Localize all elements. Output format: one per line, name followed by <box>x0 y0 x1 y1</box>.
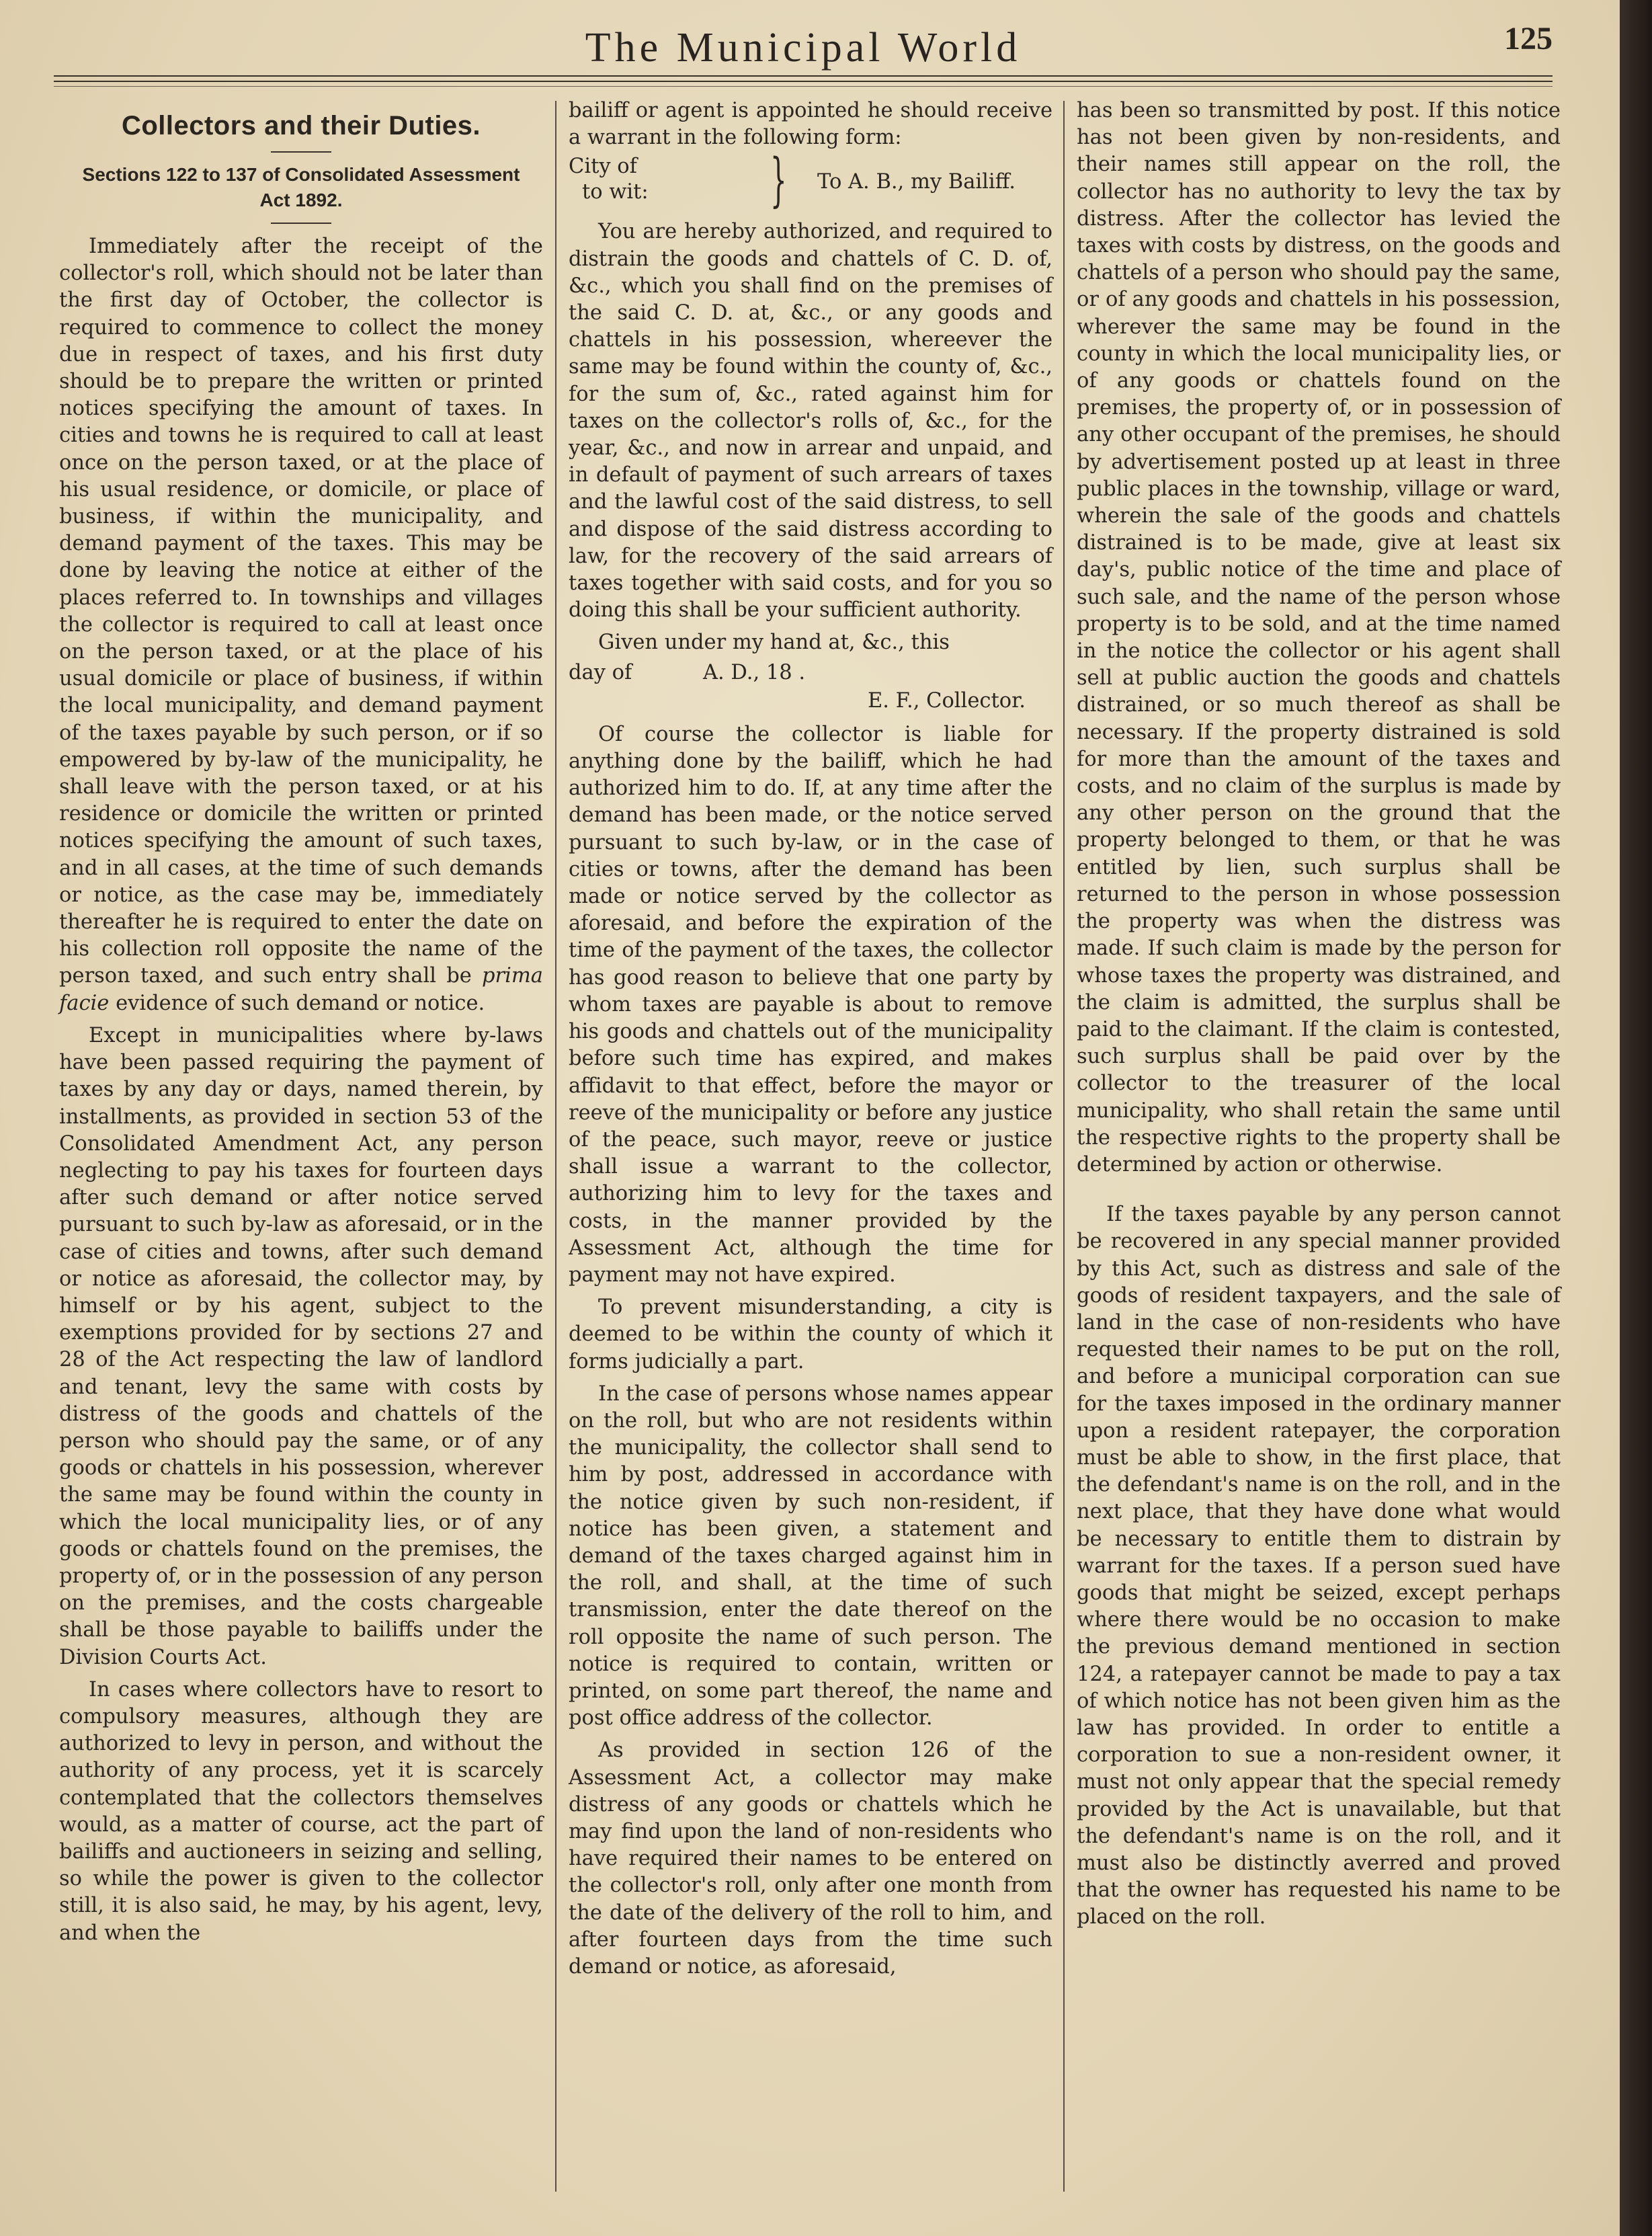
article-title: Collectors and their Duties. <box>121 111 481 141</box>
paragraph: To prevent misunderstanding, a city is deemed to be within the county of which it forms judicially a part. <box>569 1295 1052 1373</box>
article-subtitle: Sections 122 to 137 of Consolidated Assessment Act 1892. <box>82 164 520 210</box>
paragraph-spacer <box>1077 1179 1561 1201</box>
paragraph: You are hereby authorized, and required to distrain the goods and chattels of C. D. of, &c., which you shall find on the premises of the said C. D. at, &c., or any goods and chattels in his possession, whereever the same may be found within the county of, &c., for the sum of, &c., rated against him for taxes on the collector's rolls of, &c., for the year, &c., and now in arrear and unpaid, and in default of payment of such arrears of taxes and the lawful cost of the said distress, to sell and dispose of the said distress according to law, for the recovery of the said arrears of taxes together with said costs, and for you so doing this shall be your sufficient authority. <box>569 220 1052 623</box>
form-left <box>569 154 649 205</box>
warrant-signature: E. F., Collector. <box>867 688 1026 713</box>
form-city: City of <box>569 155 637 179</box>
warrant-form-heading <box>569 147 1052 214</box>
paragraph: In the case of persons whose names appear on the roll, but who are not residents within the municipality, the collector shall send to him by post, addressed in accordance with the notice given by such non-resident, if notice has been given, a statement and demand of the taxes charged against him in the roll, and shall, at the time of such transmission, enter the date thereof on the roll opposite the name of such person. The notice is required to contain, written or printed, on some part thereof, the name and post office address of the collector. <box>569 1382 1052 1730</box>
page-number: 125 <box>1504 21 1553 56</box>
column-divider <box>555 101 556 2192</box>
brace-glyph: } <box>770 147 787 214</box>
masthead: The Municipal World <box>585 25 1022 71</box>
page-header <box>54 20 1553 74</box>
dateline-year: A. D., 18 . <box>703 660 806 684</box>
paragraph: In cases where collectors have to resort to compulsory measures, although they are authorized to levy in person, and without the authority of any process, yet it is scarcely contemplated that the collectors themselves would, as a matter of course, act the part of bailiffs and auctioneers in seizing and selling, so while the power is given to the collector still, it is also said, he may, by his agent, levy, and when the <box>59 1677 543 1945</box>
form-addressee: To A. B., my Bailiff. <box>817 170 1016 194</box>
column-3 <box>1077 97 1561 1931</box>
paragraph: As provided in section 126 of the Assessment Act, a collector may make distress of any goods or chattels which he may find upon the land of non-residents who have required their names to be entered on the collector's roll, only after one month from the date of the delivery of the roll to him, and after fourteen days from the time such demand or notice, as aforesaid, <box>569 1739 1052 1979</box>
paragraph: If the taxes payable by any person cannot be recovered in any special manner provided by this Act, such as distress and sale of the goods of resident taxpayers, and the sale of land in the case of non-residents who have requested their names to be put on the roll, and before a municipal corporation can sue for the taxes imposed in the ordinary manner upon a resident ratepayer, the corporation must be able to show, in the first place, that the defendant's name is on the roll, and in the next place, that they have done what would be necessary to entitle them to distrain by warrant for the taxes. If a person sued have goods that might be seized, except perhaps where there would be no occasion to make the previous demand mentioned in section 124, a ratepayer cannot be made to pay a tax of which notice has not been given him as the law has provided. In order to entitle a corporation to sue a non-resident owner, it must not only appear that the special remedy provided by the Act is unavailable, but that the defendant's name is on the roll, and it must also be distinctly averred and proved that the owner has requested his name to be placed on the roll. <box>1077 1203 1561 1929</box>
paragraph: Of course the collector is liable for anything done by the bailiff, which he had authorized him to do. If, at any time after the demand has been made, or the notice served pursuant to such by-law, or in the case of cities or towns, after the demand has been made or notice served by the collector as aforesaid, and before the expiration of the time of the payment of the taxes, the collector has good reason to believe that one party by whom taxes are payable is about to remove his goods and chattels out of the municipality before such time has expired, and makes affidavit to that effect, before the mayor or reeve of the municipality or before any justice of the peace, such mayor, reeve or justice shall issue a warrant to the collector, authorizing him to levy for the taxes and costs, in the manner provided by the Assessment Act, although the time for payment may not have expired. <box>569 722 1052 1287</box>
paragraph-text: evidence of such demand or notice. <box>116 991 485 1015</box>
page-edge-shadow <box>1620 0 1652 2236</box>
paragraph: Except in municipalities where by-laws have been passed requiring the payment of taxes by any day or days, named therein, by installments, as provided in section 53 of the Consolidated Amendment Act, any person neglecting to pay his taxes for fourteen days after such demand or after notice served pursuant to such by-law as aforesaid, or in the case of cities and towns, after such demand or notice as aforesaid, the collector may, by himself or by his agent, subject to the exemptions provided for by sections 27 and 28 of the Act respecting the law of landlord and tenant, levy the same with costs by distress of the goods and chattels of the person who should pay the same, or of any goods or chattels in his possession, wherever the same may be found within the county in which the local municipality lies, or of any goods or chattels found on the premises, the property of, or in the possession of any person on the premises, and the costs chargeable shall be those payable to bailiffs under the Division Courts Act. <box>59 1023 543 1669</box>
column-divider <box>1063 101 1065 2192</box>
paragraph <box>59 233 543 1017</box>
italic-term: prima facie <box>59 964 543 1015</box>
header-thin-rule <box>54 86 1553 87</box>
paragraph: has been so transmitted by post. If this notice has not been given by non-residents, and their names still appear on the roll, the collector has no authority to levy the tax by distress. After the collector has levied the taxes with costs by distress, on the goods and chattels of a person who should pay the same, or of any goods and chattels in his possession, wherever the same may be found in the county in which the local municipality lies, or of any goods or chattels found on the premises, the property of, or in possession of any other occupant of the premises, he should by advertisement posted up at least in three public places in the township, village or ward, wherein the sale of the goods and chattels distrained is to be made, give at least six day's, public notice of the time and place of such sale, and the name of the person whose property is to be sold, and at the time named in the notice the collector or his agent shall sell at public auction the goods and chattels distrained, or so much thereof as shall be necessary. If the property distrained is sold for more than the amount of the taxes and costs, and no claim of the surplus is made by any other person on the ground that the property belonged to them, or that he was entitled by lien, such surplus shall be returned to the person in whose possession the property was when the distress was made. If such claim is made by the person for whose taxes the property was distrained, and the claim is admitted, the surplus shall be paid to the claimant. If the claim is contested, such surplus shall be paid over by the collector to the treasurer of the local municipality, who shall retain the same until the respective rights to the property shall be determined by action or otherwise. <box>1077 99 1561 1176</box>
column-2 <box>569 97 1052 1981</box>
paragraph: bailiff or agent is appointed he should receive a warrant in the following form: <box>569 99 1052 150</box>
paragraph: Given under my hand at, &c., this <box>598 631 950 655</box>
paragraph-text: Immediately after the receipt of the collector's roll, which should not be later than the first day of October, the collector is required to commence to collect the money due in respect of taxes, and his first duty should be to prepare the written or printed notices specifying the amount of taxes. In cities and towns he is required to call at least once on the person taxed, or at the place of his usual residence, or domicile, or place of business, if within the municipality, and demand payment of the taxes. This may be done by leaving the notice at either of the places referred to. In townships and villages the collector is required to call at least once on the person taxed, or at the place of his usual domicile or place of business, if within the local municipality, and demand payment of the taxes payable by such person, or if so empowered by by-law of the municipality, he shall leave with the person taxed, or at his residence or domicile the written or printed notices specifying the amount of such taxes, and in all cases, at the time of such demands or notice, as the case may be, immediately thereafter he is required to enter the date on his collection roll opposite the name of the person taxed, and such entry shall be <box>59 235 543 988</box>
warrant-dateline <box>569 660 1052 688</box>
title-rule <box>271 151 331 153</box>
form-to-wit: to wit: <box>582 180 649 204</box>
header-double-rule <box>54 75 1553 82</box>
column-1 <box>59 97 543 1947</box>
dateline-day: day of <box>569 660 632 684</box>
subtitle-rule <box>271 223 331 224</box>
